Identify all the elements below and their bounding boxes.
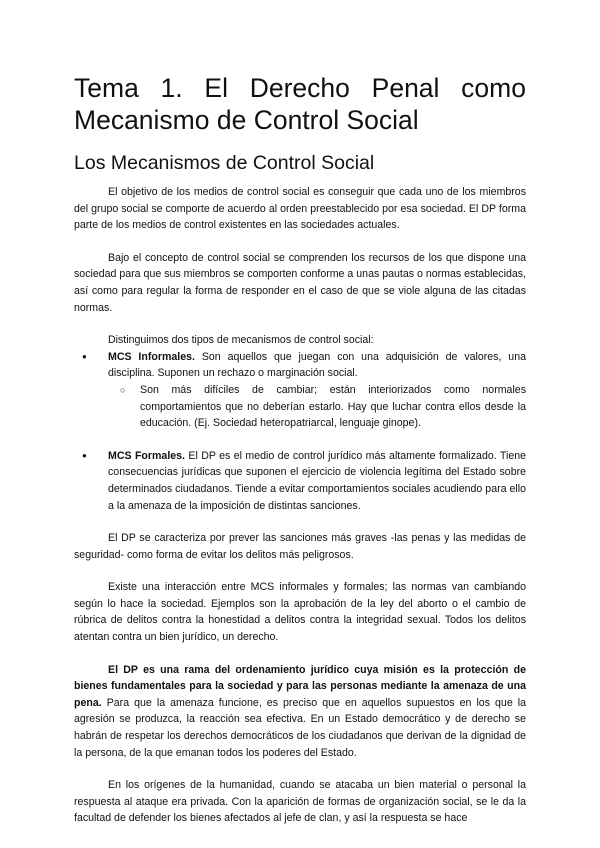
text-informales: Son aquellos que juegan con una adquisición de valores, una disciplina. Suponen un rechazo o marginación social.	[108, 350, 526, 380]
definition-rest: Para que la amenaza funcione, es preciso que en aquellos supuestos en los que la agresión se produzca, la reacción sea efectiva. En un Estado democrático y de derecho se habrán de respetar los derechos democráticos de los ciudadanos que derivan de la dignidad de la persona, de la que emanan todos los poderes del Estado.	[74, 696, 526, 759]
paragraph-origenes: En los orígenes de la humanidad, cuando se atacaba un bien material o personal la respuesta al ataque era privada. Con la aparición de formas de organización social, se le da la facultad de defender los bienes afectados al jefe de clan, y así la respuesta se hace	[74, 779, 526, 825]
mcs-type-list	[74, 349, 526, 514]
paragraph-objetivo: El objetivo de los medios de control social es conseguir que cada uno de los miembros del grupo social se comporte de acuerdo al orden preestablecido por esa sociedad. El DP forma parte de los medios de control existentes en las sociedades actuales.	[74, 186, 526, 232]
document-title: Tema 1. El Derecho Penal como Mecanismo de Control Social	[74, 73, 526, 135]
sub-item-informales: ○ Son más difíciles de cambiar; están interiorizados como normales comportamientos que no deberían estarlo. Hay que luchar contra ellos desde la educación. (Ej. Sociedad heteropatriarcal, lenguaje ginope).	[74, 382, 526, 432]
paragraph-interaccion: Existe una interacción entre MCS informales y formales; las normas van cambiando según lo hace la sociedad. Ejemplos son la aprobación de la ley del aborto o el cambio de rúbrica de delitos contra la honestidad a delitos contra la integridad sexual. Todos los delitos atentan contra un bien jurídico, un derecho.	[74, 581, 526, 644]
list-item-formales	[74, 448, 526, 514]
text-formales: El DP es el medio de control jurídico más altamente formalizado. Tiene consecuencias jurídicas que suponen el ejercicio de violencia legítima del Estado sobre determinados ciudadanos. Tiende a evitar comportamientos sociales acudiendo para ello a la amenaza de la imposición de distintas sanciones.	[108, 449, 527, 512]
paragraph-distinguimos: Distinguimos dos tipos de mecanismos de control social:	[108, 334, 374, 347]
paragraph-concepto: Bajo el concepto de control social se comprenden los recursos de los que dispone una sociedad para que sus miembros se comporten conforme a unas pautas o normas establecidas, así como para regular la forma de responder en el caso de que se viole alguna de las citadas normas.	[74, 251, 526, 314]
informales-sublist	[108, 382, 526, 432]
paragraph-definicion-dp	[74, 662, 526, 762]
section-heading: Los Mecanismos de Control Social	[74, 152, 375, 174]
term-informales: MCS Informales.	[108, 350, 195, 363]
term-formales: MCS Formales.	[108, 449, 185, 462]
paragraph-sanciones: El DP se caracteriza por prever las sanciones más graves -las penas y las medidas de seguridad- como forma de evitar los delitos más peligrosos.	[74, 532, 526, 561]
definition-bold: El DP es una rama del ordenamiento jurídico cuya misión es la protección de bienes fundamentales para la sociedad y para las personas mediante la amenaza de una pena.	[74, 663, 526, 709]
list-item-informales	[74, 349, 526, 432]
